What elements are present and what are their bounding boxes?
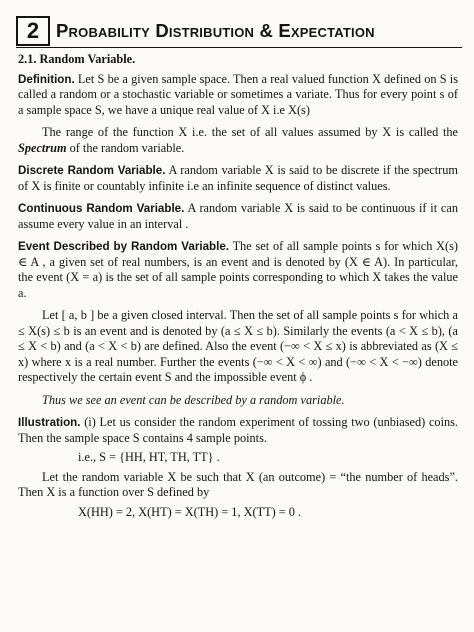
chapter-number-box: 2: [16, 16, 50, 46]
random-variable-paragraph: Let the random variable X be such that X (an outcome) = “the number of heads”. Then X is a function over S defined by: [18, 469, 458, 499]
illustration-paragraph: [18, 415, 458, 446]
summary-line: Thus we see an event can be described by a random variable.: [42, 392, 345, 407]
definition-text: Let S be a given sample space. Then a real valued function X defined on S is called a random or a stochastic variable or sometimes a variate. Thus for every point s of a sample space S, we have a unique real value of X i.e X(s): [18, 71, 458, 117]
section-heading: 2.1. Random Variable.: [18, 52, 136, 66]
continuous-paragraph: [18, 201, 458, 232]
spectrum-emphasis: Spectrum: [18, 140, 67, 155]
definition-paragraph: [18, 72, 458, 119]
sample-space-formula: i.e., S = {HH, HT, TH, TT} .: [78, 450, 220, 464]
header-rule: [16, 47, 462, 48]
event-term: Event Described by Random Variable.: [18, 240, 230, 253]
chapter-title: Probability Distribution & Expectation: [56, 20, 375, 41]
spectrum-text-before: The range of the function X i.e. the set of all values assumed by X is called the: [42, 125, 458, 139]
spectrum-text-after: of the random variable.: [66, 140, 185, 155]
event-text: The set of all sample points s for which X(s) ∈ A , a given set of real numbers, is an event and is denoted by (X ∈ A). In particular, the event (X = a) is the set of all sample points corresponding to which X takes the value a.: [18, 239, 458, 300]
discrete-term: Discrete Random Variable.: [18, 164, 166, 177]
definition-term: Definition.: [18, 72, 75, 86]
spectrum-paragraph: [18, 125, 458, 156]
interval-paragraph: Let [ a, b ] be a given closed interval. Then the set of all sample points s for which a ≤ X(s) ≤ b is an event and is denoted by (a ≤ X ≤ b). Similarly the events (a < X ≤ b), (a ≤ X < b) and (a < X < b) are defined. Also the event (−∞ < X ≤ x) is abbreviated as (X ≤ x) where x is a real number. Further the events (−∞ < X < ∞) and (−∞ < X < −∞) denote respectively the certain event S and the impossible event ϕ .: [18, 308, 458, 384]
values-formula: X(HH) = 2, X(HT) = X(TH) = 1, X(TT) = 0 .: [78, 504, 302, 519]
chapter-header: [16, 16, 456, 46]
illustration-term: Illustration.: [18, 416, 81, 429]
continuous-term: Continuous Random Variable.: [18, 202, 185, 215]
event-paragraph: [18, 239, 458, 301]
discrete-text: A random variable X is said to be discrete if the spectrum of X is finite or countably infinite i.e an infinite sequence of distinct values.: [18, 163, 458, 193]
continuous-text: A random variable X is said to be continuous if it can assume every value in an interval .: [18, 201, 458, 231]
discrete-paragraph: [18, 163, 458, 194]
page-body: [18, 52, 458, 520]
illustration-text: (i) Let us consider the random experiment of tossing two (unbiased) coins. Then the sample space S contains 4 sample points.: [18, 415, 458, 445]
